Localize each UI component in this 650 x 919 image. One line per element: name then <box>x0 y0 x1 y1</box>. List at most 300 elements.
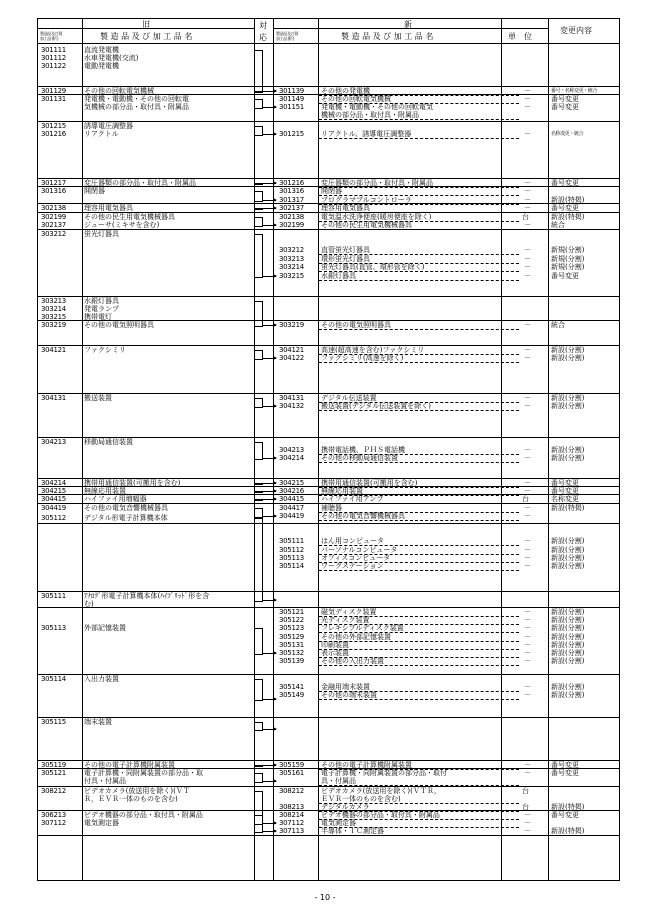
unit-value: － <box>524 487 531 495</box>
old-code: 305115 <box>41 718 66 726</box>
old-item-name: その他の電気照明器具 <box>84 321 154 329</box>
old-code: 305114 <box>41 675 66 683</box>
old-code: 304214 <box>41 479 66 487</box>
old-item-name: その他の電子計算機附属装置 <box>84 761 175 769</box>
row-separator <box>38 503 619 504</box>
change-note: 新設(分割) <box>551 354 585 362</box>
new-item-name: 環形蛍光灯器具 <box>321 255 370 263</box>
new-item-name: 電子計算機・同附属装置の部分品・取付 <box>321 769 447 777</box>
new-item-name: 具・付属品 <box>321 777 356 785</box>
unit-value: － <box>524 87 531 95</box>
new-item-name: ワークステーション <box>321 562 384 570</box>
old-item-name: 開閉器 <box>84 187 105 195</box>
row-dash <box>319 641 519 642</box>
header-new: 新 <box>404 20 412 29</box>
new-item-name: ビデオカメラ(放送用を除く)(ＶＴＲ， <box>321 787 441 795</box>
old-item-name: 蛍光灯器具 <box>84 230 119 238</box>
new-item-name: その他の回転電気機械 <box>321 95 391 103</box>
new-code: 307113 <box>279 827 304 835</box>
old-item-name: 誘導電圧調整器 <box>84 122 133 130</box>
old-item-name: 発電機・電動機・その他の回転電 <box>84 95 189 103</box>
old-item-name: 搬送装置 <box>84 394 112 402</box>
change-note: 新設(分割) <box>551 641 585 649</box>
old-code: 305119 <box>41 761 66 769</box>
new-item-name: 表示装置 <box>321 649 349 657</box>
unit-value: － <box>524 130 531 138</box>
row-separator <box>38 717 619 718</box>
old-code: 303212 <box>41 230 66 238</box>
row-separator <box>38 320 619 321</box>
unit-value: － <box>524 554 531 562</box>
change-note: 番号変更 <box>551 761 579 769</box>
change-note: 名称変更・統合 <box>551 131 584 137</box>
new-item-name: 無線応用装置 <box>321 487 363 495</box>
change-note: 新設(分割) <box>551 691 585 699</box>
new-item-name: 半導体・ＩＣ測定器 <box>321 827 384 835</box>
new-item-name: 搬送装置(デジタル伝送装置を除く) <box>321 402 432 410</box>
mapping-arrow <box>262 200 276 201</box>
row-dash <box>319 187 519 188</box>
row-separator <box>38 591 619 592</box>
old-item-name: ジューサ(ミキサを含む) <box>84 221 160 229</box>
change-note: 番号変更 <box>551 179 579 187</box>
old-code: 301122 <box>41 62 66 70</box>
header-code-label: 加工品番号 <box>40 36 59 41</box>
unit-value: － <box>524 691 531 699</box>
old-item-name: 直流発電機 <box>84 46 119 54</box>
row-separator <box>38 494 619 495</box>
mapping-arrow <box>262 729 276 730</box>
row-separator <box>38 393 619 394</box>
old-code: 303213 <box>41 297 66 305</box>
old-code: 301111 <box>41 46 66 54</box>
change-note: 新設(分割) <box>551 554 585 562</box>
new-code: 301215 <box>279 130 304 138</box>
new-code: 301149 <box>279 95 304 103</box>
new-code: 303215 <box>279 272 304 280</box>
new-item-name: 電気温水洗浄便座(暖房便座を除く) <box>321 213 432 221</box>
unit-value: 台 <box>522 787 529 795</box>
new-item-name: オフィスコンピュータ <box>321 554 391 562</box>
new-item-name: 磁気ディスク装置 <box>321 608 377 616</box>
change-note: 番号変更 <box>551 95 579 103</box>
unit-value: － <box>524 479 531 487</box>
new-item-name: その他の入出力装置 <box>321 657 384 665</box>
new-code: 301151 <box>279 103 304 111</box>
unit-value: － <box>524 562 531 570</box>
row-dash <box>319 649 519 650</box>
header-bottom <box>38 43 619 44</box>
row-dash <box>319 699 519 700</box>
change-note: 番号変更 <box>551 811 579 819</box>
change-note: 新設(分割) <box>551 346 585 354</box>
row-separator <box>38 437 619 438</box>
row-dash <box>319 520 519 521</box>
row-separator <box>38 229 619 230</box>
new-code: 305131 <box>279 641 304 649</box>
col-divider <box>501 19 502 880</box>
row-separator <box>38 810 619 811</box>
unit-value: － <box>524 103 531 111</box>
header-item-name: 製 造 品 及 び 加 工 品 名 <box>100 32 193 41</box>
change-note: 番号変更 <box>551 103 579 111</box>
old-item-name: ビデオカメラ(放送用を除く)(ＶＴ <box>84 787 190 795</box>
new-code: 305141 <box>279 683 304 691</box>
mapping-arrow <box>262 831 276 832</box>
header-unit: 単 位 <box>508 32 532 41</box>
old-code: 304213 <box>41 438 66 446</box>
old-item-name: ファクシミリ <box>84 346 126 354</box>
new-code: 303212 <box>279 246 304 254</box>
unit-value: － <box>524 263 531 271</box>
row-separator <box>38 94 619 95</box>
mapping-arrow <box>262 276 276 277</box>
unit-value: － <box>524 221 531 229</box>
new-code: 305149 <box>279 691 304 699</box>
unit-value: － <box>524 196 531 204</box>
unit-value: － <box>524 354 531 362</box>
new-code: 304419 <box>279 512 304 520</box>
row-dash <box>319 462 519 463</box>
col-divider <box>273 19 274 880</box>
new-code: 303219 <box>279 321 304 329</box>
old-item-name: ビデオ機器の部分品・取付具・附属品 <box>84 811 203 819</box>
header-code-label: 製造品及び賃 <box>40 31 63 36</box>
new-code: 304215 <box>279 479 304 487</box>
unit-value: － <box>524 504 531 512</box>
change-note: 新設(分割) <box>551 633 585 641</box>
mapping-bracket <box>254 679 263 701</box>
new-code: 301316 <box>279 187 304 195</box>
old-item-name: 外部記憶装置 <box>84 624 126 632</box>
row-separator <box>38 607 619 608</box>
new-item-name: 金融用端末装置 <box>321 683 370 691</box>
row-separator <box>38 523 619 524</box>
old-code: 306213 <box>41 811 66 819</box>
new-code: 305132 <box>279 649 304 657</box>
new-code: 305121 <box>279 608 304 616</box>
row-dash <box>319 362 519 363</box>
old-code: 301216 <box>41 130 66 138</box>
change-note: 統合 <box>551 321 565 329</box>
old-code: 308212 <box>41 787 66 795</box>
old-code: 304419 <box>41 504 66 512</box>
new-code: 304131 <box>279 394 304 402</box>
new-item-name: プログラマブルコントローラ <box>321 196 412 204</box>
unit-value: － <box>524 246 531 254</box>
old-code: 305113 <box>41 624 66 632</box>
header-code-label: 製造品及び賃 <box>276 31 299 36</box>
new-item-name: 蛍光灯器具(直管、環形管を除く) <box>321 263 425 271</box>
new-code: 301317 <box>279 196 304 204</box>
change-note: 新設(特掲) <box>551 196 585 204</box>
old-code: 301129 <box>41 87 66 95</box>
mapping-arrow <box>262 458 276 459</box>
header-change: 変更内容 <box>560 26 592 35</box>
old-code: 302138 <box>41 204 66 212</box>
header-taio: 対 <box>259 21 267 30</box>
old-code: 304131 <box>41 394 66 402</box>
mapping-arrow <box>262 653 276 654</box>
old-item-name: 移動局通信装置 <box>84 438 133 446</box>
mapping-bracket <box>254 518 263 602</box>
change-note: 番号変更 <box>551 272 579 280</box>
new-code: 305139 <box>279 657 304 665</box>
old-code: 304415 <box>41 495 66 503</box>
new-code: 305161 <box>279 769 304 777</box>
row-separator <box>38 786 619 787</box>
row-separator <box>38 296 619 297</box>
row-separator <box>38 674 619 675</box>
new-item-name: その他の発電機 <box>321 87 370 95</box>
mapping-arrow <box>262 406 276 407</box>
unit-value: － <box>524 204 531 212</box>
unit-value: － <box>524 95 531 103</box>
new-item-name: 変圧器類の部分品・取付具・附属品 <box>321 179 433 187</box>
old-item-name: 発電ランプ <box>84 305 119 313</box>
new-item-name: ハイファイ用アンプ <box>321 495 384 503</box>
old-code: 302137 <box>41 221 66 229</box>
new-item-name: その他の外部記憶装置 <box>321 633 391 641</box>
change-note: 新設(特掲) <box>551 803 585 811</box>
unit-value: － <box>524 394 531 402</box>
mapping-arrow <box>262 699 276 700</box>
new-item-name: 携帯用通信装置(可搬用を含む) <box>321 479 418 487</box>
change-note: 新設(特掲) <box>551 504 585 512</box>
new-item-name: その他の民生用電気機械器具 <box>321 221 412 229</box>
old-code: 305121 <box>41 769 66 777</box>
change-note: 新設(分割) <box>551 454 585 462</box>
new-item-name: 電気測定器 <box>321 819 356 827</box>
old-item-name: ｱﾅﾛｸﾞ形電子計算機本体(ﾊｲﾌﾞﾘｯﾄﾞ形を含 <box>84 592 210 600</box>
header-taio: 応 <box>259 33 267 42</box>
old-item-name: 水銀灯器具 <box>84 297 119 305</box>
mapping-bracket <box>254 301 263 327</box>
row-separator <box>38 203 619 204</box>
change-note: 新設(分割) <box>551 562 585 570</box>
new-item-name: 水銀灯器具 <box>321 272 356 280</box>
row-dash <box>319 138 519 139</box>
row-separator <box>38 186 619 187</box>
unit-value: － <box>524 179 531 187</box>
mapping-arrow <box>262 225 276 226</box>
new-code: 307112 <box>279 819 304 827</box>
unit-value: － <box>524 683 531 691</box>
old-code: 303214 <box>41 305 66 313</box>
new-code: 305114 <box>279 562 304 570</box>
old-code: 305112 <box>41 514 66 522</box>
old-code: 302199 <box>41 213 66 221</box>
new-code: 308212 <box>279 787 304 795</box>
change-note: 番号・名称変更・統合 <box>551 88 598 94</box>
new-code: 304214 <box>279 454 304 462</box>
mapping-arrow <box>262 134 276 135</box>
unit-value: － <box>524 272 531 280</box>
old-item-name: 理容用電気器具 <box>84 204 133 212</box>
unit-value: － <box>524 546 531 554</box>
old-item-name: その他の民生用電気機械器具 <box>84 213 175 221</box>
new-item-name: 高速(超高速を含む)ファクシミリ <box>321 346 425 354</box>
new-code: 305112 <box>279 546 304 554</box>
mapping-arrow <box>262 358 276 359</box>
change-note: 新設(分割) <box>551 616 585 624</box>
new-code: 303213 <box>279 255 304 263</box>
change-note: 名称変更 <box>551 495 579 503</box>
unit-value: － <box>524 537 531 545</box>
new-item-name: ファクシミリ(高速を除く) <box>321 354 404 362</box>
row-separator <box>38 178 619 179</box>
new-code: 303214 <box>279 263 304 271</box>
new-code: 305129 <box>279 633 304 641</box>
new-item-name: デジタルカメラ <box>321 803 370 811</box>
unit-value: 台 <box>522 213 529 221</box>
change-note: 新設(分割) <box>551 683 585 691</box>
new-item-name: 機械の部分品・取付具・附属品 <box>321 111 419 119</box>
new-item-name: 光ディスク装置 <box>321 616 370 624</box>
row-separator <box>38 486 619 487</box>
new-item-name: パーソナルコンピュータ <box>321 546 398 554</box>
new-code: 304132 <box>279 402 304 410</box>
row-dash <box>319 119 519 120</box>
new-code: 302199 <box>279 221 304 229</box>
new-code: 305113 <box>279 554 304 562</box>
old-code: 301112 <box>41 54 66 62</box>
old-item-name: 携帯電灯 <box>84 313 112 321</box>
mapping-arrow <box>262 516 276 517</box>
unit-value: － <box>524 827 531 835</box>
unit-value: － <box>524 633 531 641</box>
old-item-name: 無線応用装置 <box>84 487 126 495</box>
mapping-arrow <box>262 91 276 92</box>
new-item-name: 発電機・電動機・その他の回転電気 <box>321 103 433 111</box>
old-item-name: 電気測定器 <box>84 819 119 827</box>
row-separator <box>38 478 619 479</box>
header-item-name: 製 造 品 及 び 加 工 品 名 <box>341 32 434 41</box>
mapping-bracket <box>254 628 263 655</box>
new-code: 304216 <box>279 487 304 495</box>
old-item-name: 気機械の部分品・取付具・附属品 <box>84 103 189 111</box>
mapping-bracket <box>254 234 263 278</box>
mapping-arrow <box>262 499 276 500</box>
unit-value: 台 <box>522 495 529 503</box>
mapping-arrow <box>262 483 276 484</box>
page-number: - 10 - <box>314 893 336 902</box>
new-code: 302138 <box>279 213 304 221</box>
old-item-name: リアクトル <box>84 130 119 138</box>
row-dash <box>319 570 519 571</box>
conversion-table <box>37 18 620 881</box>
row-separator <box>38 86 619 87</box>
new-code: 302137 <box>279 204 304 212</box>
header-code-label: 加工品番号 <box>276 36 295 41</box>
header-old: 旧 <box>142 20 150 29</box>
old-item-name: デジタル形電子計算機本体 <box>84 514 168 522</box>
change-note: 統合 <box>551 221 565 229</box>
change-note: 新設(分割) <box>551 402 585 410</box>
new-code: 305159 <box>279 761 304 769</box>
row-separator <box>38 212 619 213</box>
row-separator <box>38 760 619 761</box>
new-code: 301216 <box>279 179 304 187</box>
new-item-name: フレキシブルディスク装置 <box>321 624 404 632</box>
unit-value: － <box>524 616 531 624</box>
mapping-arrow <box>262 325 276 326</box>
mapping-arrow <box>262 183 276 184</box>
new-item-name: ビデオ機器の部分品・取付具・附属品 <box>321 811 440 819</box>
row-separator <box>38 768 619 769</box>
unit-value: － <box>524 454 531 462</box>
old-item-name: 変圧器類の部分品・取付具・附属品 <box>84 179 196 187</box>
change-note: 新設(分割) <box>551 446 585 454</box>
row-dash <box>319 329 519 330</box>
new-item-name: 直管蛍光灯器具 <box>321 246 370 254</box>
old-code: 304121 <box>41 346 66 354</box>
new-code: 308213 <box>279 803 304 811</box>
new-item-name: その他の端末装置 <box>321 691 377 699</box>
new-code: 304122 <box>279 354 304 362</box>
row-separator <box>38 121 619 122</box>
change-note: 番号変更 <box>551 479 579 487</box>
old-item-name: む) <box>84 600 94 608</box>
old-code: 307112 <box>41 819 66 827</box>
unit-value: － <box>524 769 531 777</box>
change-note: 新設(特掲) <box>551 213 585 221</box>
old-item-name: Ｒ，ＥＶＲ一体のものを含む) <box>84 795 178 803</box>
new-code: 305111 <box>279 537 304 545</box>
new-item-name: その他の電気音響機械器具 <box>321 512 405 520</box>
unit-value: － <box>524 657 531 665</box>
unit-value: － <box>524 187 531 195</box>
change-note: 新設(特掲) <box>551 827 585 835</box>
new-code: 304213 <box>279 446 304 454</box>
new-item-name: 印刷装置 <box>321 641 349 649</box>
row-dash <box>319 280 519 281</box>
old-code: 304215 <box>41 487 66 495</box>
new-item-name: その他の移動局通信装置 <box>321 454 398 462</box>
new-item-name: その他の電子計算機附属装置 <box>321 761 412 769</box>
old-item-name: 電子計算機・同附属装置の部分品・取 <box>84 769 203 777</box>
new-item-name: リアクトル、誘導電圧調整器 <box>321 130 412 138</box>
mapping-arrow <box>262 491 276 492</box>
old-code: 303215 <box>41 313 66 321</box>
old-code: 301131 <box>41 95 66 103</box>
mapping-arrow <box>262 107 276 108</box>
new-item-name: デジタル伝送装置 <box>321 394 377 402</box>
row-separator <box>38 345 619 346</box>
mapping-arrow <box>262 765 276 766</box>
mapping-arrow <box>262 781 276 782</box>
unit-value: 台 <box>522 803 529 811</box>
mapping-arrow <box>262 600 276 601</box>
col-divider <box>82 19 83 880</box>
old-item-name: その他の電気音響機械器具 <box>84 504 168 512</box>
new-item-name: ＥＶＲ一体のものを含む) <box>321 795 401 803</box>
old-item-name: 端末装置 <box>84 718 112 726</box>
new-item-name: はん用コンピュータ <box>321 537 384 545</box>
change-note: 新設(分割) <box>551 546 585 554</box>
change-note: 番号変更 <box>551 769 579 777</box>
old-item-name: 付具・付属品 <box>84 777 126 785</box>
old-item-name: その他の回転電気機械 <box>84 87 154 95</box>
unit-value: － <box>524 819 531 827</box>
change-note: 新規(分割) <box>551 246 585 254</box>
old-item-name: 携帯用通信装置(可搬用を含む) <box>84 479 181 487</box>
unit-value: － <box>524 512 531 520</box>
new-code: 308214 <box>279 811 304 819</box>
change-note: 番号変更 <box>551 487 579 495</box>
row-dash <box>319 665 519 666</box>
change-note: 番号変更 <box>551 204 579 212</box>
